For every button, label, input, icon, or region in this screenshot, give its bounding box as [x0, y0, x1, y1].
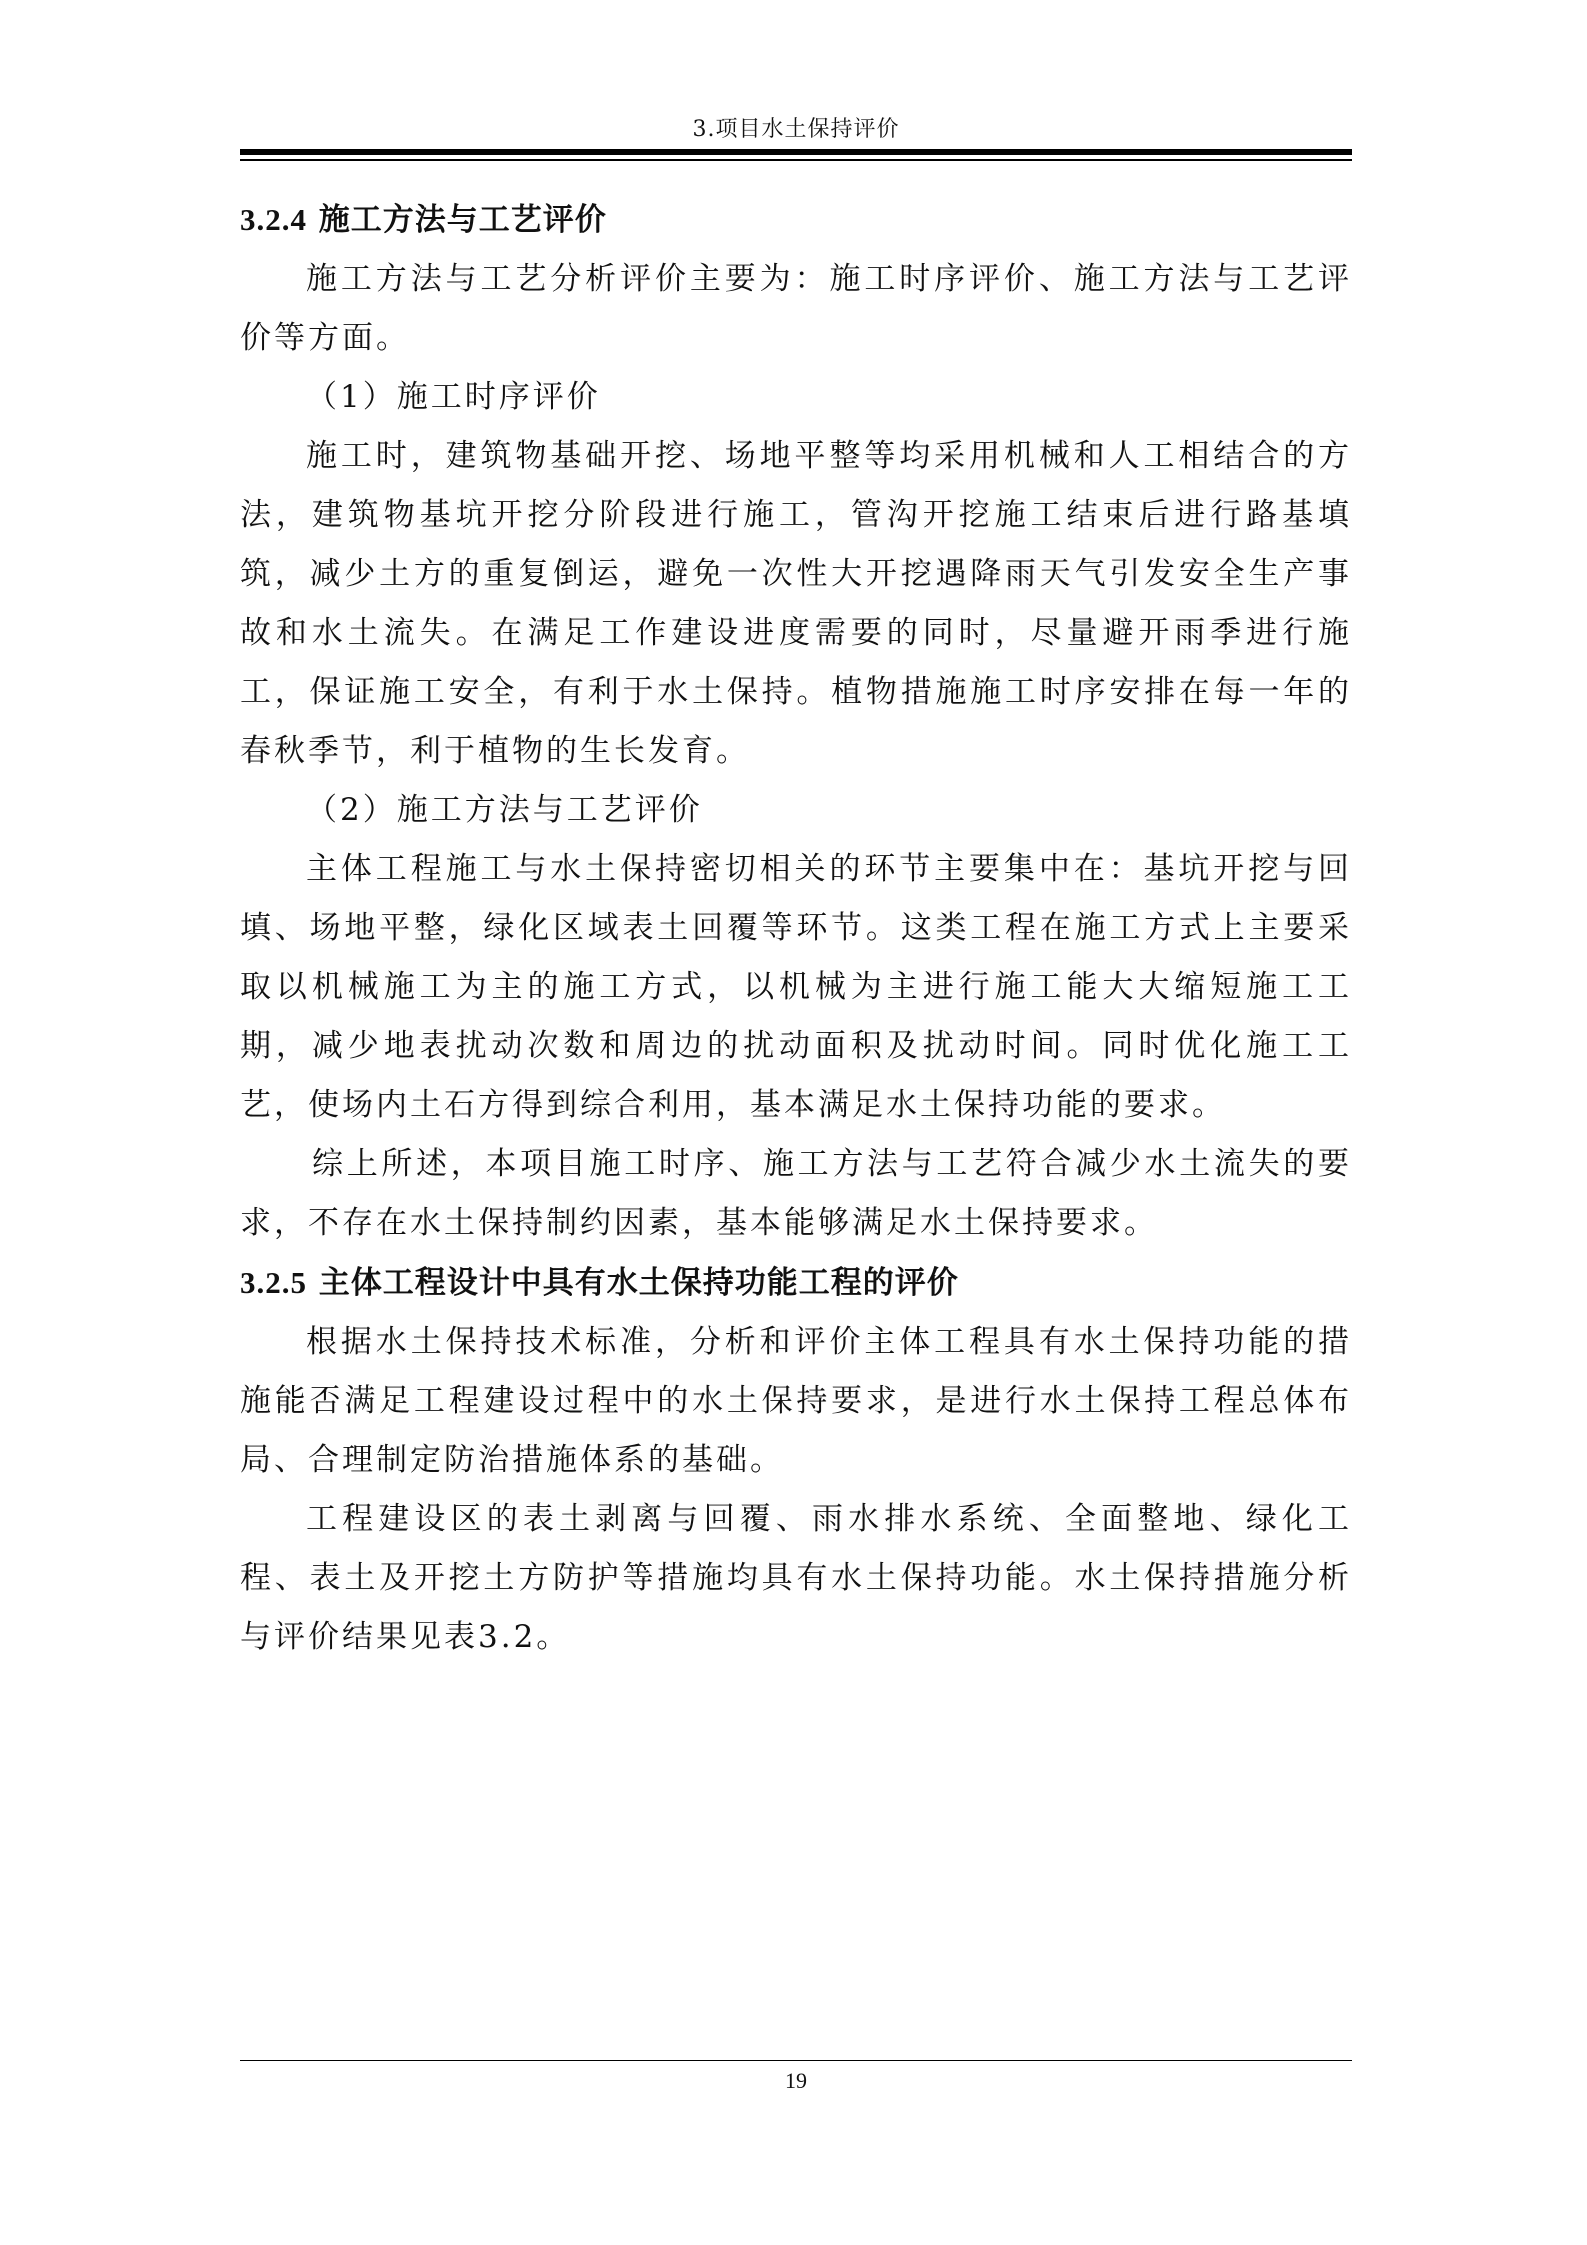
- section-title: 主体工程设计中具有水土保持功能工程的评价: [318, 1265, 959, 1301]
- running-header: 3.项目水土保持评价: [692, 117, 900, 142]
- section-heading-3-2-5: [240, 1253, 1352, 1313]
- header-rule-thick: [240, 149, 1352, 155]
- subheading-construction-method: （2）施工方法与工艺评价: [306, 792, 703, 828]
- section-title: 施工方法与工艺评价: [318, 202, 607, 238]
- section-heading-3-2-4: [240, 190, 1352, 250]
- page-number: 19: [785, 2068, 807, 2093]
- page-body: [240, 190, 1352, 1667]
- paragraph-evaluation-measures: 工程建设区的表土剥离与回覆、雨水排水系统、全面整地、绿化工程、表土及开挖土方防护等措施均具有水土保持功能。水土保持措施分析与评价结果见表3.2。: [240, 1501, 1352, 1655]
- paragraph-evaluation-basis: 根据水土保持技术标准，分析和评价主体工程具有水土保持功能的措施能否满足工程建设过程中的水土保持要求，是进行水土保持工程总体布局、合理制定防治措施体系的基础。: [240, 1324, 1352, 1478]
- paragraph-construction-method: 主体工程施工与水土保持密切相关的环节主要集中在：基坑开挖与回填、场地平整，绿化区域表土回覆等环节。这类工程在施工方式上主要采取以机械施工为主的施工方式，以机械为主进行施工能大大缩短施工工期，减少地表扰动次数和周边的扰动面积及扰动时间。同时优化施工工艺，使场内土石方得到综合利用，基本满足水土保持功能的要求。: [240, 851, 1352, 1123]
- footer-rule: [240, 2060, 1352, 2061]
- paragraph-construction-sequence: 施工时，建筑物基础开挖、场地平整等均采用机械和人工相结合的方法，建筑物基坑开挖分阶段进行施工，管沟开挖施工结束后进行路基填筑，减少土方的重复倒运，避免一次性大开挖遇降雨天气引发安全生产事故和水土流失。在满足工作建设进度需要的同时，尽量避开雨季进行施工，保证施工安全，有利于水土保持。植物措施施工时序安排在每一年的春秋季节，利于植物的生长发育。: [240, 438, 1352, 769]
- section-number: 3.2.4: [240, 202, 307, 237]
- paragraph-intro: 施工方法与工艺分析评价主要为：施工时序评价、施工方法与工艺评价等方面。: [240, 261, 1352, 356]
- subheading-construction-sequence: （1）施工时序评价: [306, 379, 601, 415]
- paragraph-summary: 综上所述，本项目施工时序、施工方法与工艺符合减少水土流失的要求，不存在水土保持制约因素，基本能够满足水土保持要求。: [240, 1146, 1352, 1241]
- header-rule-thin: [240, 159, 1352, 161]
- section-number: 3.2.5: [240, 1265, 307, 1300]
